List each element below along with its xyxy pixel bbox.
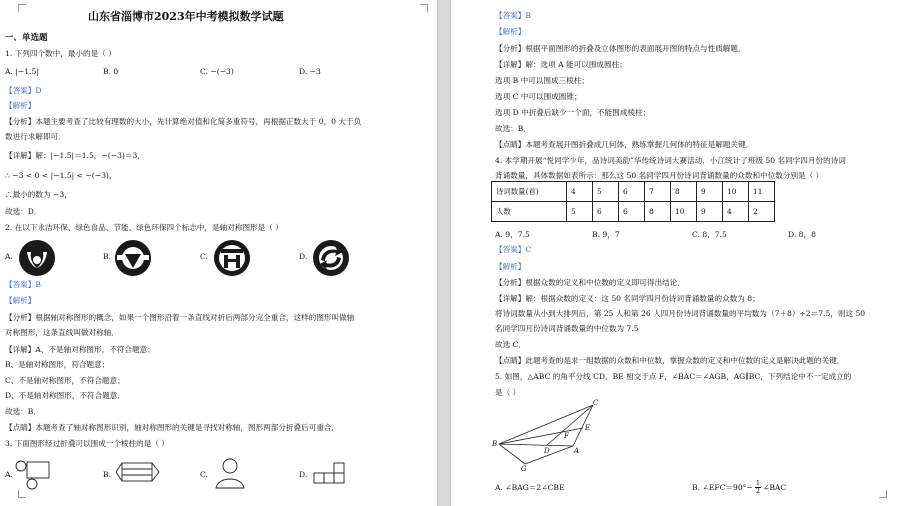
q1-choose: 故选：D．: [5, 207, 42, 216]
fraction: [755, 480, 761, 495]
q5-stem-line1: 5. 如图，△ABC 的角平分线 CD，BE 相交于点 F，∠BAC＝∠AGB，AG∥BC，下列结论中不一定成立的: [495, 372, 852, 381]
table-cell: 4: [723, 202, 749, 222]
q2-label-d: D.: [299, 252, 308, 261]
q3-label-d: D.: [299, 470, 308, 479]
fraction-denominator: 2: [755, 487, 760, 495]
q3-answer: 【答案】B: [495, 11, 531, 20]
q4-detail: 【详解】解：根据众数的定义：这 50 名同学四月份诗词背诵数量的众数为 8；: [495, 294, 760, 303]
q5-geometry-figure: [491, 398, 611, 472]
q1-fenxi-line1: 【分析】本题主要考查了比较有理数的大小，先计算绝对值和化简多重符号，再根据正数大于 0，0 大于负: [5, 117, 362, 126]
table-cell: 7: [645, 182, 671, 202]
q2-detail-a: 【详解】A、不是轴对称图形，不符合题意；: [5, 345, 155, 354]
table-cell: 11: [749, 182, 775, 202]
q2-fenxi-line2: 对称图形，这条直线叫做对称轴．: [5, 328, 119, 337]
q4-analysis-tag: 【解析】: [495, 262, 526, 271]
q2-answer: 【答案】B: [5, 280, 41, 289]
q2-choose: 故选：B．: [5, 407, 41, 416]
exam-title: 山东省淄博市2023年中考模拟数学试题: [88, 10, 284, 23]
q3-analysis-tag: 【解析】: [495, 27, 526, 36]
q3-detail-c: 选项 C 中可以围成圆锥；: [495, 92, 582, 101]
table-cell: 8: [671, 182, 697, 202]
q1-option-a: A. |−1.5|: [5, 67, 39, 76]
net-c-figure: [212, 456, 252, 490]
q3-detail-a: 【详解】解：选项 A 能可以围成圆柱；: [495, 60, 627, 69]
q4-data-table: [491, 181, 775, 222]
q2-stem: 2. 在以下永洁环保、绿色食品、节能、绿色环保四个标志中，是轴对称图形是（ ）: [5, 223, 283, 232]
q2-detail-b: B、是轴对称图形，符合题意；: [5, 360, 110, 369]
q1-detail: 【详解】解：|−1.5|＝1.5，−(−3)＝3，: [5, 151, 145, 160]
q3-detail-d: 选项 D 中折叠后缺少一个面，不能围成棱柱；: [495, 108, 651, 117]
q2-detail-d: D、不是轴对称图形，不符合题意．: [5, 391, 125, 400]
q1-step: ∴ −3 < 0 < |−1.5| < −(−3)，: [5, 171, 117, 180]
net-b-figure: [114, 457, 162, 487]
q4-option-b: B. 9，7: [592, 230, 620, 239]
q2-detail-c: C、不是轴对称图形，不符合题意；: [5, 376, 125, 385]
q3-detail-b: 选项 B 中可以围成三棱柱；: [495, 76, 589, 85]
q4-fenxi: 【分析】根据众数的定义和中位数的定义即可得出结论．: [495, 278, 685, 287]
q4-answer: 【答案】C: [495, 245, 532, 254]
table-cell: 9: [697, 182, 723, 202]
logo-d-recycle-icon: [311, 238, 351, 278]
q4-option-d: D. 8，8: [788, 230, 816, 239]
q3-stem: 3. 下面图形经过折叠可以围成一个棱柱的是（ ）: [5, 439, 169, 448]
table-row: [492, 182, 775, 202]
logo-b-green-food-icon: [113, 238, 153, 278]
q5-option-a: A. ∠BAG＝2∠CBE: [495, 483, 565, 492]
fraction-numerator: 1: [755, 479, 760, 487]
q3-label-c: C.: [200, 470, 208, 479]
q5-option-b-suffix: ∠BAC: [762, 483, 787, 492]
corner-mark: [879, 490, 887, 498]
point-label-a: A: [574, 447, 580, 455]
q1-option-d: D. −3: [299, 67, 321, 76]
q4-detail-line1: 将诗词数量从小到大排列后，第 25 人和第 26 人四月份诗词背诵数量的平均数为（7＋8）÷2＝7.5，则这 50: [495, 309, 866, 318]
q5-stem-line2: 是（ ）: [495, 388, 521, 397]
q3-label-a: A.: [5, 470, 13, 479]
logo-c-energy-saving-icon: [212, 238, 252, 278]
q2-label-b: B.: [103, 252, 111, 261]
point-label-d: D: [544, 447, 550, 455]
point-label-e: E: [585, 424, 591, 432]
logo-a-leaf-icon: [17, 238, 57, 278]
table-cell: 诗词数量(首): [492, 182, 567, 202]
table-row: [492, 202, 775, 222]
left-page: [0, 0, 437, 506]
q2-label-a: A.: [5, 252, 13, 261]
table-cell: 6: [619, 202, 645, 222]
corner-mark: [18, 4, 26, 12]
q4-detail-line2: 名同学四月份诗词背诵数量的中位数为 7.5: [495, 324, 639, 333]
q3-comment: 【点睛】本题考查展开图折叠成几何体，熟练掌握几何体的特征是解题关键．: [495, 140, 754, 149]
net-d-figure: [310, 456, 350, 490]
net-a-figure: [14, 456, 62, 490]
point-label-c: C: [593, 399, 599, 407]
table-cell: 5: [567, 202, 593, 222]
point-label-b: B: [492, 440, 498, 448]
table-cell: 9: [697, 202, 723, 222]
q4-option-a: A. 9，7.5: [495, 230, 530, 239]
q2-analysis-tag: 【解析】: [5, 296, 36, 305]
q2-fenxi-line1: 【分析】根据轴对称图形的概念，如果一个图形沿着一条直线对折后两部分完全重合，这样的图形叫做轴: [5, 313, 355, 322]
table-cell: 6: [619, 182, 645, 202]
corner-mark: [420, 4, 428, 12]
section-heading: 一、单选题: [5, 33, 48, 43]
q1-option-b: B. 0: [103, 67, 119, 76]
point-label-f: F: [564, 432, 569, 440]
table-cell: 2: [749, 202, 775, 222]
q3-choose: 故选：B．: [495, 124, 531, 133]
q2-label-c: C.: [200, 252, 208, 261]
q1-answer: 【答案】D: [5, 86, 42, 95]
q4-stem-line2: 背诵数量，具体数据如表所示：那么这 50 名同学四月份诗词背诵数量的众数和中位数分别是（ ）: [495, 171, 824, 180]
q3-label-b: B.: [103, 470, 111, 479]
q1-option-c: C. −(−3): [200, 67, 234, 76]
q5-option-b-prefix: B. ∠EFC＝90°−: [692, 483, 753, 492]
table-cell: 人数: [492, 202, 567, 222]
corner-mark: [18, 490, 26, 498]
q4-option-c: C. 8，7.5: [692, 230, 727, 239]
table-cell: 10: [671, 202, 697, 222]
page-gap: [437, 0, 451, 506]
q4-comment: 【点睛】此题考查的是求一组数据的众数和中位数，掌握众数的定义和中位数的定义是解决此题的关键．: [495, 356, 845, 365]
table-cell: 4: [567, 182, 593, 202]
q2-comment: 【点睛】本题考查了轴对称图形识别，轴对称图形的关键是寻找对称轴，图形两部分折叠后可重合．: [5, 423, 340, 432]
q1-analysis-tag: 【解析】: [5, 101, 36, 110]
q4-choose: 故选 C．: [495, 340, 527, 349]
q5-option-b: [692, 480, 786, 495]
table-cell: 6: [593, 202, 619, 222]
right-page: [451, 0, 900, 506]
q1-conclusion: ∴最小的数为 −3，: [5, 190, 72, 199]
q3-fenxi: 【分析】根据平面图形的折叠及立体图形的表面展开图的特点与性质解题．: [495, 44, 746, 53]
q1-stem: 1. 下列四个数中，最小的是（ ）: [5, 49, 116, 58]
table-cell: 5: [593, 182, 619, 202]
table-cell: 8: [645, 202, 671, 222]
q1-fenxi-line2: 数进行求解即可．: [5, 132, 66, 141]
table-cell: 10: [723, 182, 749, 202]
q4-stem-line1: 4. 本学期开展“悦同学少年，品诗词美韵”华传统诗词大赛活动．小江统计了班级 50 名同学四月份的诗词: [495, 156, 846, 165]
point-label-g: G: [521, 465, 527, 472]
